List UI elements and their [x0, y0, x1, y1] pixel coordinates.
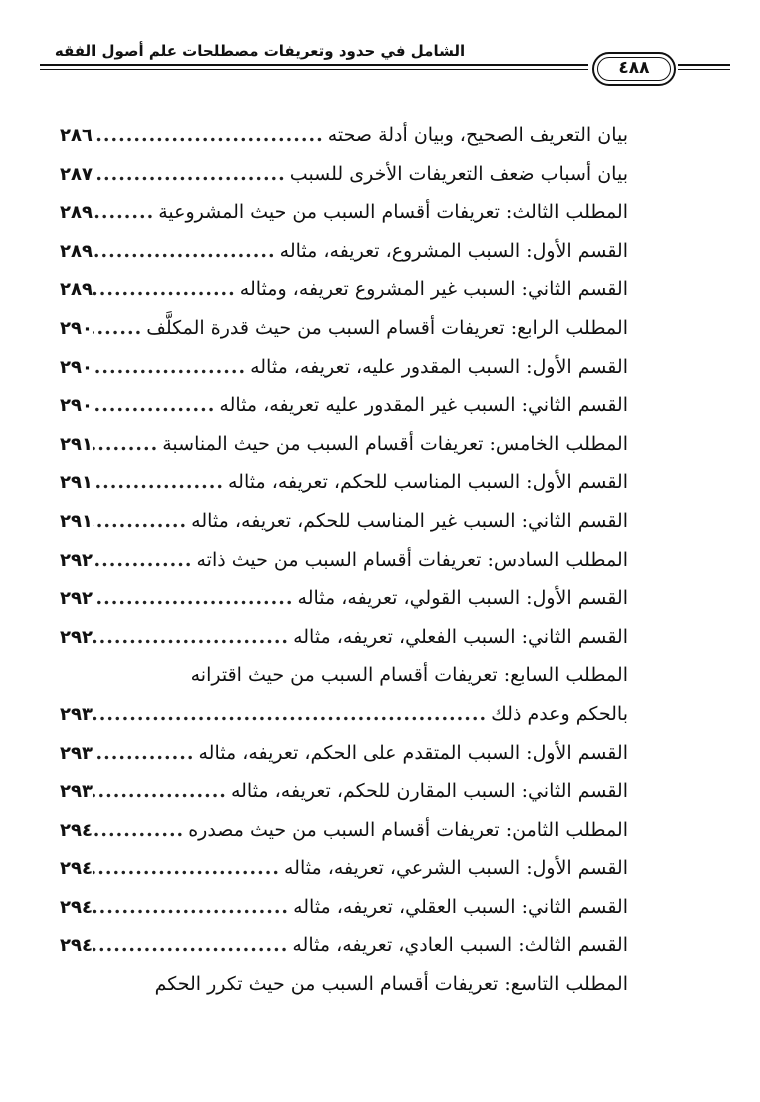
- toc-entry-title: المطلب الرابع: تعريفات أقسام السبب من حيث قدرة المكلَّف: [146, 316, 628, 339]
- toc-leader-dots: [93, 232, 280, 271]
- toc-leader-dots: [93, 926, 292, 965]
- toc-entry: [60, 888, 628, 927]
- toc-entry-title: القسم الثاني: السبب العقلي، تعريفه، مثاله: [293, 895, 628, 918]
- toc-entry: [60, 116, 628, 155]
- toc-entry-title: القسم الأول: السبب القولي، تعريفه، مثاله: [297, 587, 628, 610]
- toc-entry-title: القسم الثالث: السبب العادي، تعريفه، مثاله: [292, 934, 628, 957]
- toc-entry: [60, 386, 628, 425]
- toc-leader-dots: [93, 811, 188, 850]
- toc-entry-title: المطلب التاسع: تعريفات أقسام السبب من حيث تكرر الحكم: [154, 973, 628, 996]
- toc-entry: [60, 579, 628, 618]
- toc-leader-dots: [93, 193, 158, 232]
- toc-entry-title: القسم الثاني: السبب غير المناسب للحكم، تعريفه، مثاله: [191, 509, 628, 532]
- toc-entry: [60, 193, 628, 232]
- toc-entry-title: القسم الأول: السبب المقدور عليه، تعريفه، مثاله: [250, 355, 628, 378]
- toc-entry: [60, 502, 628, 541]
- toc-leader-dots: [93, 772, 231, 811]
- toc-leader-dots: [93, 502, 191, 541]
- toc-entry-page: ٢٩٢: [60, 588, 93, 610]
- toc-entry-title: القسم الثاني: السبب الفعلي، تعريفه، مثاله: [293, 625, 628, 648]
- toc-entry-title: المطلب الثالث: تعريفات أقسام السبب من حيث المشروعية: [158, 201, 628, 224]
- toc-entry-page: ٢٩١: [60, 433, 93, 455]
- toc-leader-dots: [93, 734, 199, 773]
- toc-entry-page: ٢٩٣: [60, 742, 93, 764]
- toc-leader-dots: [93, 463, 228, 502]
- toc-entry-title: المطلب السادس: تعريفات أقسام السبب من حيث ذاته: [196, 548, 628, 571]
- toc-entry-title: القسم الأول: السبب المتقدم على الحكم، تعريفه، مثاله: [198, 741, 628, 764]
- toc-entry-page: ٢٩٢: [60, 549, 93, 571]
- toc-entry: [60, 772, 628, 811]
- toc-entry-page: ٢٨٩: [60, 279, 93, 301]
- toc-entry-page: ٢٩٣: [60, 781, 93, 803]
- header-rule-right-thin: [678, 69, 730, 70]
- toc-entry: [60, 656, 628, 695]
- toc-entry: [60, 155, 628, 194]
- toc-leader-dots: [93, 270, 240, 309]
- book-title: الشامل في حدود وتعريفات مصطلحات علم أصول الفقه: [54, 42, 466, 60]
- toc-entry-page: ٢٩٣: [60, 703, 93, 725]
- toc-entry-title: القسم الثاني: السبب غير المقدور عليه تعريفه، مثاله: [219, 394, 628, 417]
- toc-entry-page: ٢٩١: [60, 472, 93, 494]
- toc-entry: [60, 965, 628, 1004]
- toc-leader-dots: [93, 425, 162, 464]
- toc-entry: [60, 541, 628, 580]
- toc-entry-page: ٢٩٠: [60, 356, 93, 378]
- toc-entry-page: ٢٩١: [60, 510, 93, 532]
- toc-entry-title: القسم الأول: السبب المشروع، تعريفه، مثاله: [279, 239, 628, 262]
- toc-entry-title: القسم الثاني: السبب غير المشروع تعريفه، ومثاله: [239, 278, 628, 301]
- toc-leader-dots: [93, 116, 328, 155]
- table-of-contents: [60, 116, 628, 1004]
- toc-entry-page: ٢٩٤: [60, 935, 93, 957]
- toc-leader-dots: [93, 309, 146, 348]
- toc-entry-page: ٢٨٧: [60, 163, 93, 185]
- toc-entry-page: ٢٩٤: [60, 896, 93, 918]
- toc-entry-page: ٢٨٩: [60, 202, 93, 224]
- toc-leader-dots: [93, 348, 250, 387]
- toc-entry-title: المطلب الثامن: تعريفات أقسام السبب من حيث مصدره: [188, 818, 628, 841]
- toc-entry-title: القسم الأول: السبب المناسب للحكم، تعريفه، مثاله: [227, 471, 628, 494]
- toc-entry-title: المطلب السابع: تعريفات أقسام السبب من حيث اقترانه: [190, 664, 628, 687]
- toc-leader-dots: [93, 155, 290, 194]
- toc-entry-title: المطلب الخامس: تعريفات أقسام السبب من حيث المناسبة: [162, 432, 628, 455]
- toc-entry: [60, 270, 628, 309]
- toc-entry-title: القسم الأول: السبب الشرعي، تعريفه، مثاله: [283, 857, 628, 880]
- toc-entry: [60, 425, 628, 464]
- toc-leader-dots: [93, 849, 284, 888]
- toc-entry-title: بالحكم وعدم ذلك: [491, 702, 628, 725]
- page-header: [40, 40, 730, 102]
- toc-leader-dots: [93, 888, 293, 927]
- toc-entry-page: ٢٩٠: [60, 317, 93, 339]
- header-rule-thin: [40, 69, 588, 70]
- toc-leader-dots: [93, 618, 293, 657]
- header-rule: [40, 64, 588, 66]
- toc-entry: [60, 309, 628, 348]
- toc-entry-page: ٢٨٦: [60, 125, 93, 146]
- toc-leader-dots: [93, 579, 298, 618]
- toc-entry-page: ٢٨٩: [60, 240, 93, 262]
- toc-entry: [60, 618, 628, 657]
- toc-entry: [60, 811, 628, 850]
- toc-entry-page: ٢٩٢: [60, 626, 93, 648]
- toc-entry: [60, 734, 628, 773]
- toc-entry: [60, 926, 628, 965]
- toc-leader-dots: [93, 541, 197, 580]
- toc-entry: [60, 849, 628, 888]
- toc-leader-dots: [93, 386, 219, 425]
- toc-entry: [60, 232, 628, 271]
- toc-entry: [60, 695, 628, 734]
- toc-entry: [60, 348, 628, 387]
- toc-entry-title: القسم الثاني: السبب المقارن للحكم، تعريفه، مثاله: [230, 780, 628, 803]
- toc-entry-title: بيان أسباب ضعف التعريفات الأخرى للسبب: [289, 162, 628, 185]
- toc-entry-page: ٢٩٤: [60, 858, 93, 880]
- toc-entry: [60, 463, 628, 502]
- header-rule-right: [678, 64, 730, 66]
- toc-entry-title: بيان التعريف الصحيح، وبيان أدلة صحته: [327, 124, 628, 146]
- page-number-badge: [592, 52, 676, 86]
- page-number: ٤٨٨: [618, 58, 650, 78]
- toc-entry-page: ٢٩٠: [60, 395, 93, 417]
- toc-leader-dots: [93, 695, 491, 734]
- toc-entry-page: ٢٩٤: [60, 819, 93, 841]
